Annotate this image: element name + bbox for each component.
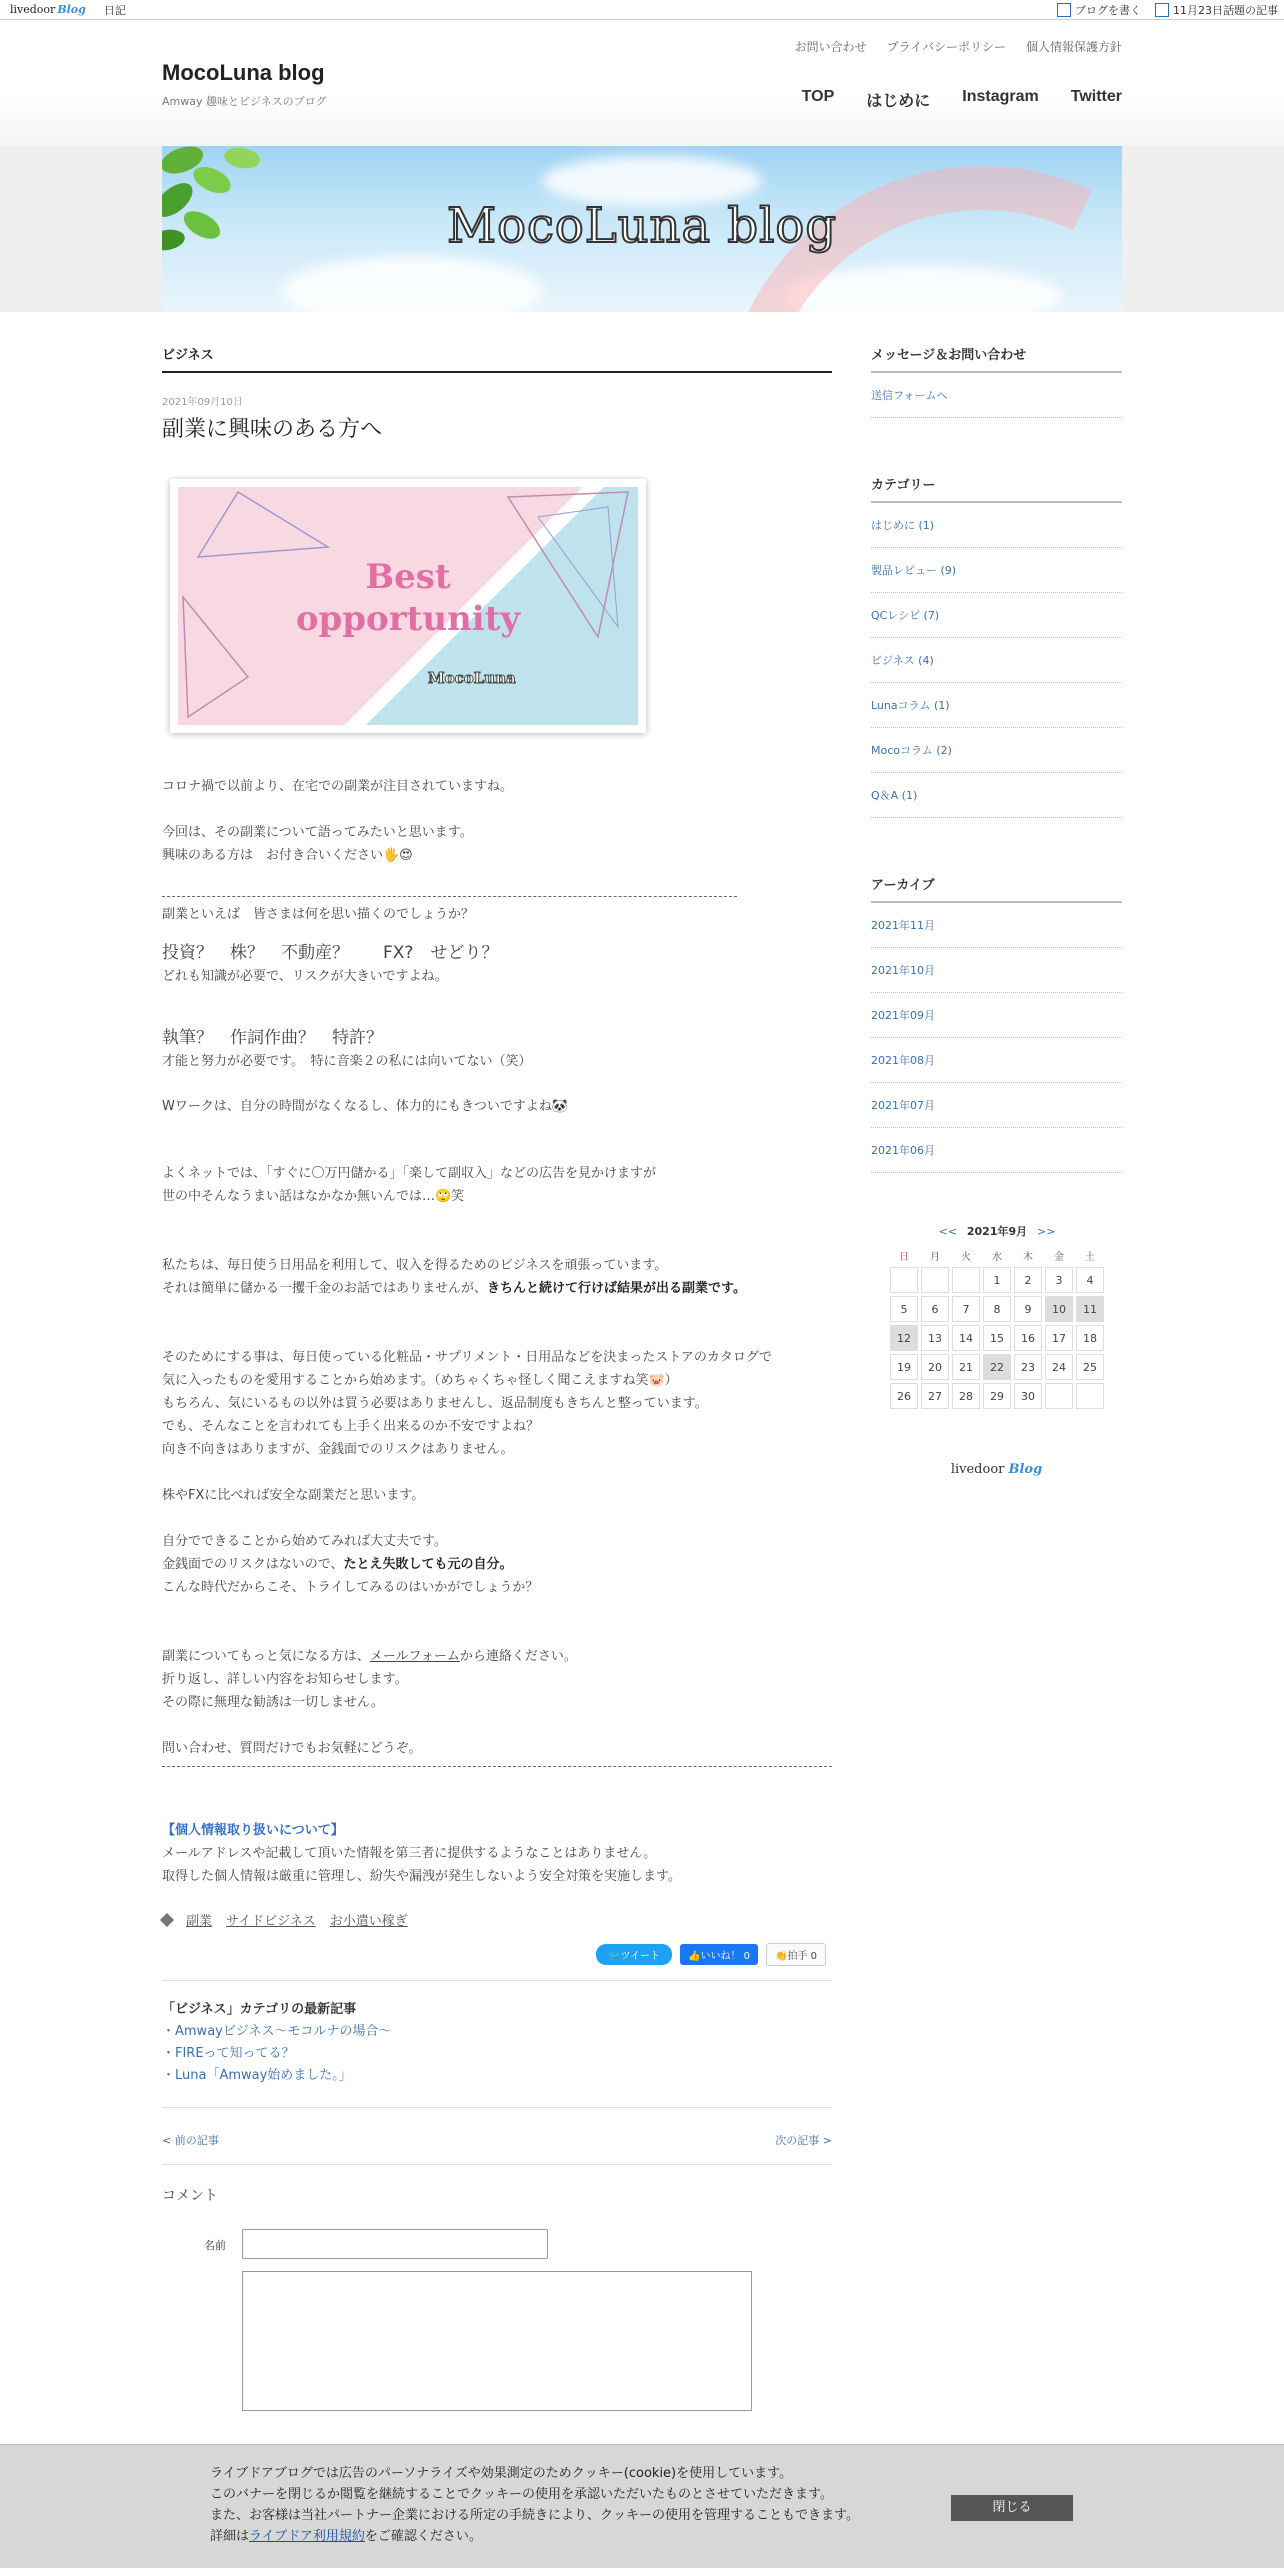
next-article-link[interactable]: 次の記事 > [775,2134,832,2147]
article-body [162,775,832,1888]
prev-article-link[interactable]: < 前の記事 [162,2134,219,2147]
twitter-bird-icon: 🐦 [608,1951,621,1962]
footer-logo-blog: Blog [1008,1462,1043,1477]
related-link[interactable]: ・Luna「Amway始めました。」 [162,2068,352,2083]
main-navigation [802,88,1122,111]
calendar-day: 14 [952,1325,980,1351]
logo-blog-text: Blog [57,3,86,16]
tag-link[interactable]: お小遣い稼ぎ [329,1914,408,1929]
archive-heading: アーカイブ [871,874,1122,903]
text: 副業についてもっと気になる方は、 [162,1649,370,1664]
cloud [282,256,542,312]
main-content [162,344,832,2369]
tag-icon [160,1912,174,1926]
paragraph: こんな時代だからこそ、トライしてみるのはいかがでしょうか？ [162,1580,539,1595]
calendar-weekday: 火 [961,1251,971,1263]
paragraph: 副業といえば 皆さまは何を思い描くのでしょうか？ [162,907,475,922]
calendar-weekday: 日 [899,1251,909,1263]
calendar-day: 5 [890,1296,918,1322]
topics-label: 11月23日話題の記事 [1173,4,1278,17]
topbar-right [1057,0,1278,20]
paragraph: 気に入ったものを愛用することから始めます。（めちゃくちゃ怪しく聞こえますね笑🐷） [162,1373,678,1388]
dashed-divider [162,1766,832,1767]
livedoor-topbar [0,0,1284,20]
calendar-empty-cell [921,1267,949,1293]
calendar-day: 29 [983,1383,1011,1409]
eyecatch-signature: MocoLuna [428,669,516,687]
privacy-heading [162,1819,832,1842]
tweet-button[interactable] [596,1944,672,1965]
calendar-day: 30 [1014,1383,1042,1409]
subnav-personal-info[interactable]: 個人情報保護方針 [1025,40,1122,54]
privacy-title: 【個人情報取り扱いについて】 [162,1823,344,1838]
logo-text: livedoor [10,3,56,16]
site-header [0,20,1284,146]
calendar-prev[interactable]: << [938,1225,958,1238]
calendar-weekday: 木 [1023,1251,1033,1263]
privacy-text: 取得した個人情報は厳重に管理し、紛失や漏洩が発生しないよう安全対策を実施します。 [162,1869,681,1884]
diary-link[interactable]: 日記 [103,3,126,17]
divider [162,1980,832,1981]
eyecatch-text-opportunity: opportunity [295,599,521,639]
clap-label: 拍手 0 [787,1951,817,1962]
calendar-nav [887,1223,1107,1239]
calendar-table [887,1243,1107,1412]
tweet-label: ツイート [620,1951,660,1962]
archive-link[interactable]: 2021年06月 [871,1128,1122,1173]
archive-section [871,874,1122,1173]
related-link[interactable]: ・Amwayビジネス～モコルナの場合～ [162,2024,392,2039]
calendar-day: 20 [921,1354,949,1380]
topics-link[interactable] [1155,2,1278,18]
sub-navigation [795,38,1122,55]
paragraph: 興味のある方は お付き合いください🖐😍 [162,848,413,863]
comment-heading: コメント [162,2188,218,2204]
text: から連絡ください。 [459,1649,577,1664]
paragraph: 世の中そんなうまい話はなかなか無いんでは…🙄笑 [162,1189,465,1204]
calendar-empty-cell [1045,1383,1073,1409]
paragraph: そのためにする事は、毎日使っている化粧品・サプリメント・日用品などを決まったストアのカタログで [162,1350,772,1365]
sidebar-category-intro[interactable]: はじめに (1) [871,503,1122,548]
calendar-empty-cell [952,1267,980,1293]
calendar-day: 15 [983,1325,1011,1351]
sidebar-category-business[interactable]: ビジネス (4) [871,638,1122,683]
pencil-icon [1057,3,1071,17]
tag-link[interactable]: 副業 [186,1914,213,1929]
calendar-day: 6 [921,1296,949,1322]
calendar-day: 25 [1076,1354,1104,1380]
calendar-day[interactable]: 12 [890,1325,918,1351]
cookie-consent-banner [0,2444,1284,2568]
paragraph: よくネットでは、「すぐに〇万円儲かる」「楽して副収入」などの広告を見かけますが [162,1166,657,1181]
paragraph: 自分でできることから始めてみれば大丈夫です。 [162,1534,447,1549]
facebook-like-button[interactable] [680,1944,758,1965]
post-date: 2021年09月10日 [162,397,243,408]
calendar-day: 3 [1045,1267,1073,1293]
category-sidebar-heading: カテゴリー [871,474,1122,503]
nav-intro[interactable]: はじめに [866,93,931,110]
footer-logo-text: livedoor [950,1462,1005,1477]
cookie-close-button[interactable]: 閉じる [951,2495,1073,2521]
calendar-day: 23 [1014,1354,1042,1380]
nav-top[interactable]: TOP [801,88,835,105]
paragraph: でも、そんなことを言われても上手く出来るのか不安ですよね？ [162,1419,540,1434]
cookie-text [210,2463,859,2547]
bold-text: たとえ失敗しても元の自分。 [343,1557,513,1572]
calendar-weekday: 土 [1085,1251,1095,1263]
livedoor-blog-logo[interactable] [10,3,86,16]
category-section [871,474,1122,818]
banner-title: MocoLuna blog [446,198,838,254]
calendar-month: 2021年9月 [966,1225,1028,1238]
subnav-contact[interactable]: お問い合わせ [794,40,867,54]
dashed-divider [162,896,737,897]
paragraph: コロナ禍で以前より、在宅での副業が注目されていますね。 [162,779,514,794]
subheading: 執筆？ 作詞作曲？ 特許？ [162,1028,383,1048]
calendar-day: 19 [890,1354,918,1380]
calendar-day: 4 [1076,1267,1104,1293]
subnav-privacy-policy[interactable]: プライバシーポリシー [886,40,1006,54]
calendar-empty-cell [1076,1383,1104,1409]
paragraph: どれも知識が必要で、リスクが大きいですよね。 [162,969,448,984]
article-pager [162,2132,832,2165]
tag-link[interactable]: サイドビジネス [226,1914,316,1929]
eyecatch-image[interactable] [170,479,646,733]
archive-link[interactable]: 2021年09月 [871,993,1122,1038]
paragraph: 問い合わせ、質問だけでもお気軽にどうぞ。 [162,1741,422,1756]
share-buttons [162,1943,832,1966]
text: それは簡単に儲かる一攫千金のお話ではありませんが、 [162,1281,488,1296]
calendar-weekday: 月 [930,1251,940,1263]
livedoor-blog-footer-logo[interactable] [871,1462,1122,1477]
paragraph: 向き不向きはありますが、金銭面でのリスクはありません。 [162,1442,514,1457]
calendar-day: 27 [921,1383,949,1409]
calendar-day: 8 [983,1296,1011,1322]
calendar-day: 2 [1014,1267,1042,1293]
eyecatch-graphic [178,487,638,725]
sidebar-category-qc-recipe[interactable]: QCレシピ (7) [871,593,1122,638]
related-link[interactable]: ・FIREって知ってる？ [162,2046,295,2061]
related-title: 「ビジネス」カテゴリの最新記事 [162,2002,357,2017]
sidebar-category-luna-column[interactable]: Lunaコラム (1) [871,683,1122,728]
paragraph [162,1645,832,1668]
nav-instagram[interactable]: Instagram [962,88,1039,105]
calendar-weekday: 金 [1054,1251,1064,1263]
archive-link[interactable]: 2021年07月 [871,1083,1122,1128]
send-form-link[interactable]: 送信フォームへ [871,373,1122,418]
cookie-line: このバナーを閉じるか閲覧を継続することでクッキーの使用を承認いただいたものとさせていただきます。 [210,2487,833,2502]
post-title[interactable]: 副業に興味のある方へ [162,417,383,442]
eyecatch-text-best: Best [365,557,451,597]
like-label: いいね！ 0 [700,1951,750,1962]
site-description: Amway 趣味とビジネスのブログ [162,95,327,108]
calendar-day: 13 [921,1325,949,1351]
calendar-day: 18 [1076,1325,1104,1351]
name-label: 名前 [204,2239,226,2252]
sidebar-category-moco-column[interactable]: Mocoコラム (2) [871,728,1122,773]
message-section [871,344,1122,418]
calendar-day: 16 [1014,1325,1042,1351]
paragraph: 才能と努力が必要です。 特に音楽２の私には向いてない（笑） [162,1054,532,1069]
subheading: 投資？ 株？ 不動産？ FX? せどり？ [162,943,499,963]
calendar-weekday: 水 [992,1251,1002,1263]
comment-textarea[interactable] [242,2271,752,2411]
calendar-day[interactable]: 11 [1076,1296,1104,1322]
paragraph [162,1553,832,1576]
paragraph: その際に無理な勧誘は一切しません。 [162,1695,384,1710]
related-articles [162,1999,832,2087]
calendar-day: 26 [890,1383,918,1409]
archive-link[interactable]: 2021年11月 [871,903,1122,948]
name-input[interactable] [242,2229,548,2259]
sidebar [871,344,1122,1477]
clap-button[interactable] [766,1943,826,1966]
calendar [887,1223,1107,1412]
bold-text: きちんと続けて行けば結果が出る副業です。 [487,1281,746,1296]
calendar-day: 17 [1045,1325,1073,1351]
article-tags [162,1910,832,1929]
paragraph [162,1277,832,1300]
archive-link[interactable]: 2021年08月 [871,1038,1122,1083]
calendar-day: 1 [983,1267,1011,1293]
privacy-text: メールアドレスや記載して頂いた情報を第三者に提供するようなことはありません。 [162,1846,657,1861]
text: 金銭面でのリスクはないので、 [162,1557,344,1572]
write-blog-label: ブログを書く [1075,4,1141,17]
nav-twitter[interactable]: Twitter [1070,88,1122,105]
calendar-icon [1155,3,1169,17]
paragraph: 株やFXに比べれば安全な副業だと思います。 [162,1488,425,1503]
message-heading: メッセージ＆お問い合わせ [871,344,1122,373]
paragraph: 今回は、その副業について語ってみたいと思います。 [162,825,473,840]
calendar-day[interactable]: 10 [1045,1296,1073,1322]
header-banner[interactable] [162,146,1122,312]
calendar-day[interactable]: 22 [983,1354,1011,1380]
calendar-day: 7 [952,1296,980,1322]
mail-form-link[interactable]: メールフォーム [369,1649,460,1664]
paragraph: 私たちは、毎日使う日用品を利用して、収入を得るためのビジネスを頑張っています。 [162,1258,668,1273]
text: 詳細は [210,2529,250,2544]
category-heading: ビジネス [162,344,832,373]
clap-icon: 👏 [775,1951,788,1962]
paragraph: 折り返し、詳しい内容をお知らせします。 [162,1672,408,1687]
sidebar-category-review[interactable]: 製品レビュー (9) [871,548,1122,593]
sidebar-category-qa[interactable]: Q＆A (1) [871,773,1122,818]
calendar-day: 28 [952,1383,980,1409]
terms-link[interactable]: ライブドア利用規約 [249,2529,365,2544]
write-blog-link[interactable] [1057,2,1141,18]
calendar-day: 24 [1045,1354,1073,1380]
calendar-empty-cell [890,1267,918,1293]
paragraph: もちろん、気にいるもの以外は買う必要はありませんし、返品制度もきちんと整っています。 [162,1396,708,1411]
cookie-line [210,2526,859,2547]
cookie-line: また、お客様は当社パートナー企業における所定の手続きにより、クッキーの使用を管理することもできます。 [210,2508,859,2523]
text: をご確認ください。 [364,2529,482,2544]
divider [162,2107,832,2108]
cookie-line: ライブドアブログでは広告のパーソナライズや効果測定のためクッキー(cookie)を使用しています。 [210,2466,793,2481]
calendar-next[interactable]: >> [1036,1225,1056,1238]
calendar-day: 21 [952,1354,980,1380]
archive-link[interactable]: 2021年10月 [871,948,1122,993]
comment-form [162,2229,832,2369]
site-title[interactable]: MocoLuna blog [162,60,325,85]
thumbs-up-icon: 👍 [688,1951,701,1962]
calendar-day: 9 [1014,1296,1042,1322]
paragraph: Wワークは、自分の時間がなくなるし、体力的にもきついですよね🐼 [162,1099,569,1114]
